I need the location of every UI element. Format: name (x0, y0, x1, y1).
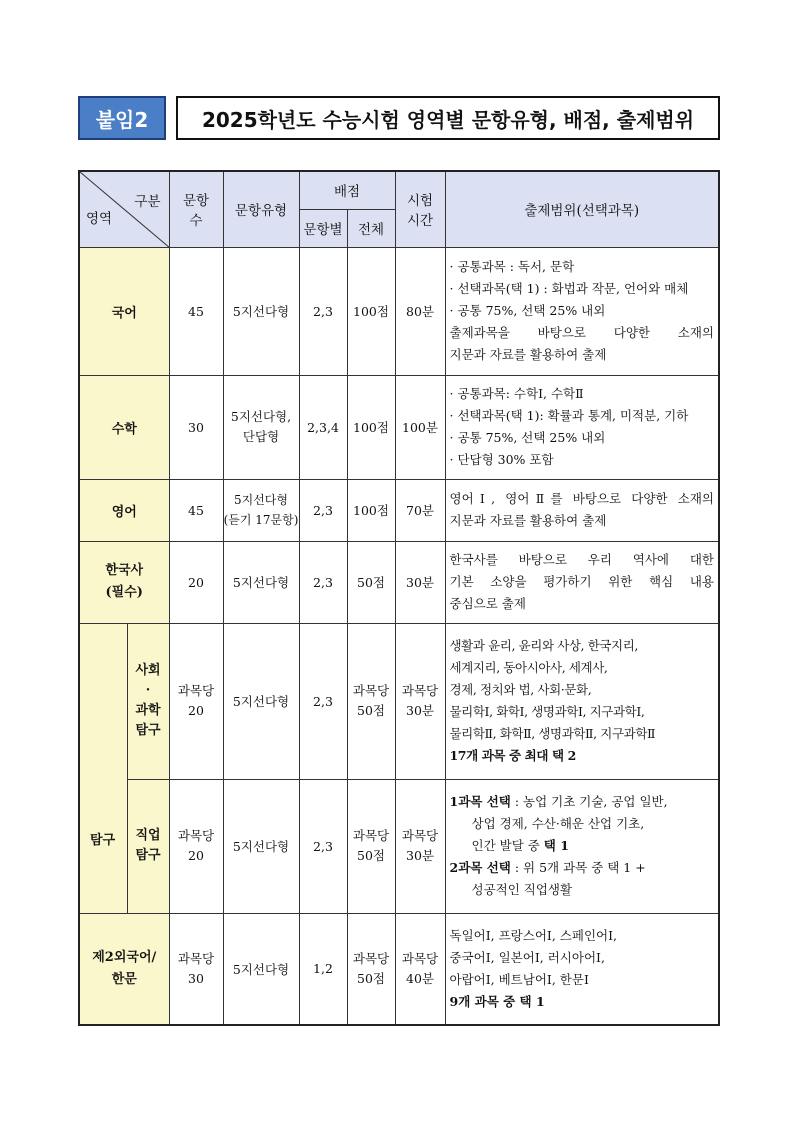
table-row (79, 479, 719, 541)
table-row (79, 541, 719, 623)
total-cell: 과목당 50점 (347, 779, 395, 913)
scope-line: · 공통 75%, 선택 25% 내외 (449, 303, 606, 318)
sub-area-cell: 사회 · 과학 탐구 (127, 623, 169, 779)
type-cell: 5지선다형 (223, 779, 299, 913)
scope-bold: 2과목 선택 (449, 860, 511, 875)
scope-cell (445, 913, 719, 1025)
scope-bold: 1과목 선택 (449, 794, 511, 809)
per-item-cell: 2,3,4 (299, 375, 347, 479)
scope-line: 생활과 윤리, 윤리와 사상, 한국지리, (449, 638, 638, 653)
items-cell: 과목당 20 (169, 623, 223, 779)
scope-line: · 공통과목 : 독서, 문학 (449, 259, 575, 274)
scope-cell (445, 375, 719, 479)
time-cell: 과목당 40분 (395, 913, 445, 1025)
total-cell: 과목당 50점 (347, 913, 395, 1025)
area-cell: 한국사 (필수) (79, 541, 169, 623)
header-total: 전체 (347, 209, 395, 247)
header-scope: 출제범위(선택과목) (445, 171, 719, 247)
scope-line: 9개 과목 중 택 1 (449, 993, 545, 1009)
page-title: 2025학년도 수능시험 영역별 문항유형, 배점, 출제범위 (176, 96, 720, 140)
scope-cell (445, 779, 719, 913)
area-cell: 수학 (79, 375, 169, 479)
per-item-cell: 2,3 (299, 541, 347, 623)
items-cell: 20 (169, 541, 223, 623)
type-cell: 5지선다형 (223, 913, 299, 1025)
scope-line: 17개 과목 중 최대 택 2 (449, 748, 576, 763)
time-cell: 80분 (395, 247, 445, 375)
attachment-badge: 붙임2 (78, 96, 166, 140)
header-points: 배점 (299, 171, 395, 209)
type-cell: 5지선다형, 단답형 (223, 375, 299, 479)
table-row (79, 913, 719, 1025)
scope-line: · 선택과목(택 1): 확률과 통계, 미적분, 기하 (449, 408, 689, 423)
type-cell: 5지선다형 (듣기 17문항) (223, 479, 299, 541)
items-cell: 과목당 30 (169, 913, 223, 1025)
scope-cell (445, 541, 719, 623)
time-cell: 과목당 30분 (395, 779, 445, 913)
scope-line: · 공통 75%, 선택 25% 내외 (449, 430, 606, 445)
scope-line: 물리학Ⅰ, 화학Ⅰ, 생명과학Ⅰ, 지구과학Ⅰ, (449, 704, 645, 719)
type-cell: 5지선다형 (223, 623, 299, 779)
items-cell: 45 (169, 247, 223, 375)
header-type: 문항유형 (223, 171, 299, 247)
header-area: 영역 (86, 210, 113, 227)
scope-line: 중심으로 출제 (449, 596, 526, 611)
table-row (79, 247, 719, 375)
per-item-cell: 2,3 (299, 247, 347, 375)
scope-line: 영어Ⅰ, 영어Ⅱ를 바탕으로 다양한 소재의 (449, 491, 714, 506)
area-cell: 국어 (79, 247, 169, 375)
scope-line: 지문과 자료를 활용하여 출제 (449, 513, 607, 528)
area-cell: 영어 (79, 479, 169, 541)
scope-line: 성공적인 직업생활 (471, 882, 573, 897)
items-cell: 30 (169, 375, 223, 479)
header-category: 구분 (134, 194, 161, 210)
items-cell: 45 (169, 479, 223, 541)
scope-line: 지문과 자료를 활용하여 출제 (449, 347, 607, 362)
scope-line (450, 835, 715, 857)
scope-line: · 선택과목(택 1) : 화법과 작문, 언어와 매체 (449, 281, 689, 296)
area-cell: 제2외국어/ 한문 (79, 913, 169, 1025)
page-header (78, 96, 720, 140)
scope-line: 세계지리, 동아시아사, 세계사, (449, 660, 608, 675)
total-cell: 과목당 50점 (347, 623, 395, 779)
total-cell: 100점 (347, 375, 395, 479)
scope-text: 인간 발달 중 (471, 838, 544, 853)
per-item-cell: 2,3 (299, 623, 347, 779)
scope-cell (445, 247, 719, 375)
scope-line (450, 791, 715, 813)
table-row (79, 623, 719, 779)
scope-cell (445, 479, 719, 541)
scope-text: : 농업 기초 기술, 공업 일반, (510, 794, 668, 809)
scope-text: : 위 5개 과목 중 택 1 + (510, 860, 646, 875)
scope-line: · 단답형 30% 포함 (449, 452, 554, 467)
per-item-cell: 2,3 (299, 479, 347, 541)
total-cell: 50점 (347, 541, 395, 623)
total-cell: 100점 (347, 479, 395, 541)
exam-table (78, 170, 720, 1026)
header-time: 시험 시간 (395, 171, 445, 247)
scope-line (450, 857, 715, 879)
per-item-cell: 2,3 (299, 779, 347, 913)
type-cell: 5지선다형 (223, 541, 299, 623)
scope-cell (445, 623, 719, 779)
scope-line: 출제과목을 바탕으로 다양한 소재의 (449, 325, 714, 340)
total-cell: 100점 (347, 247, 395, 375)
header-per-item: 문항별 (299, 209, 347, 247)
scope-line: 한국사를 바탕으로 우리 역사에 대한 (449, 552, 714, 567)
time-cell: 70분 (395, 479, 445, 541)
time-cell: 30분 (395, 541, 445, 623)
scope-bold: 택 1 (543, 838, 569, 853)
scope-line: 경제, 정치와 법, 사회·문화, (449, 682, 592, 697)
scope-line: 기본 소양을 평가하기 위한 핵심 내용 (449, 574, 714, 589)
items-cell: 과목당 20 (169, 779, 223, 913)
scope-line: 독일어Ⅰ, 프랑스어Ⅰ, 스페인어Ⅰ, (449, 927, 618, 943)
scope-line: · 공통과목: 수학Ⅰ, 수학Ⅱ (449, 386, 584, 401)
table-row (79, 375, 719, 479)
header-category-area (79, 171, 169, 247)
time-cell: 100분 (395, 375, 445, 479)
time-cell: 과목당 30분 (395, 623, 445, 779)
area-cell: 탐구 (79, 623, 127, 913)
type-cell: 5지선다형 (223, 247, 299, 375)
per-item-cell: 1,2 (299, 913, 347, 1025)
header-items: 문항 수 (169, 171, 223, 247)
scope-line: 상업 경제, 수산·해운 산업 기초, (471, 816, 645, 831)
sub-area-cell: 직업 탐구 (127, 779, 169, 913)
scope-line: 물리학Ⅱ, 화학Ⅱ, 생명과학Ⅱ, 지구과학Ⅱ (449, 726, 656, 741)
scope-line: 아랍어Ⅰ, 베트남어Ⅰ, 한문Ⅰ (449, 971, 589, 987)
table-row (79, 779, 719, 913)
scope-line: 중국어Ⅰ, 일본어Ⅰ, 러시아어Ⅰ, (449, 949, 605, 965)
